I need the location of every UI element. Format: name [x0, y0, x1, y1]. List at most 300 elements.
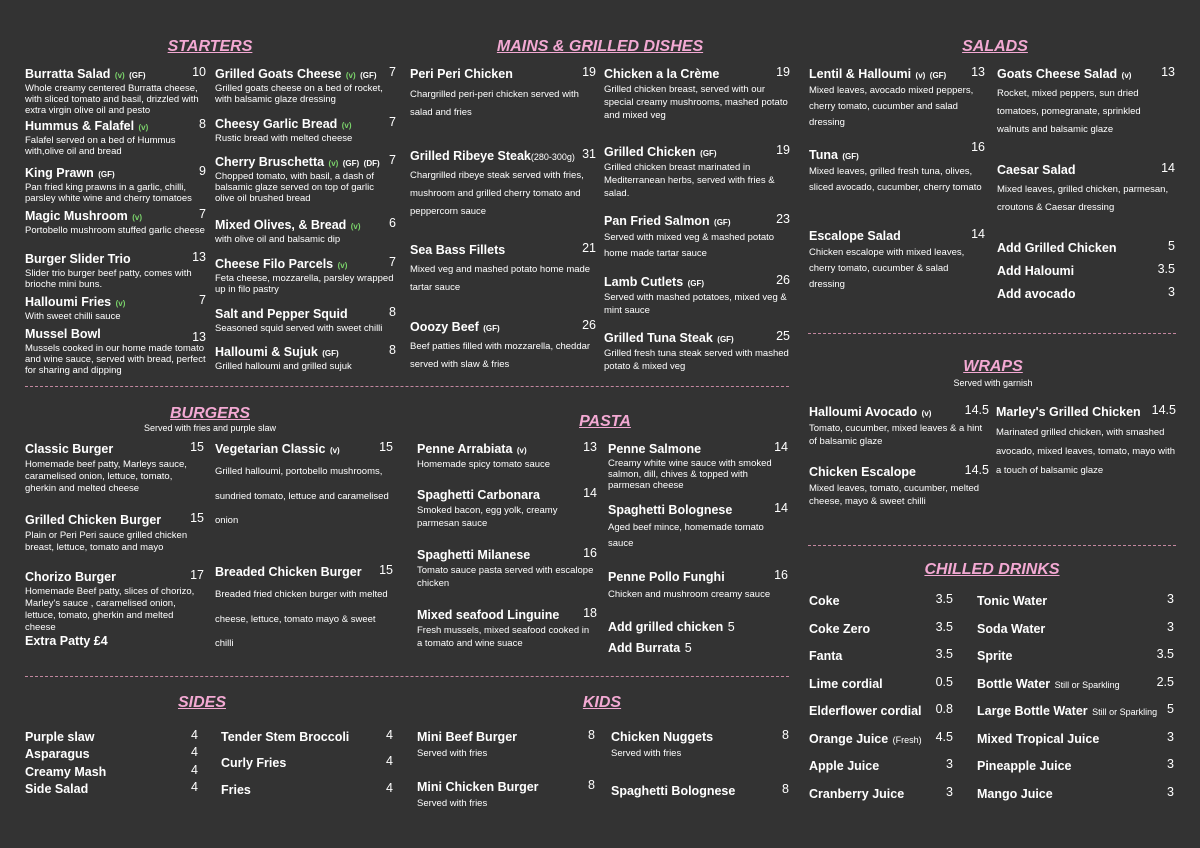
item-name: Grilled Tuna Steak	[604, 331, 713, 345]
drink-item	[977, 647, 1174, 665]
addon-item	[997, 239, 1175, 257]
item-name: Curly Fries	[221, 756, 287, 770]
drink-item	[977, 757, 1174, 775]
item-price: 19	[776, 143, 790, 157]
item-description: Served with fries	[417, 748, 488, 759]
side-item	[25, 780, 198, 798]
menu-item	[809, 463, 989, 508]
item-description: Feta cheese, mozzarella, parsley wrapped up in filo pastry	[215, 273, 394, 295]
drink-name: Lime cordial	[809, 677, 883, 691]
drink-name: Mixed Tropical Juice	[977, 732, 1100, 746]
starters-heading: STARTERS	[167, 38, 253, 55]
drink-price: 3	[946, 757, 953, 771]
drink-name: Apple Juice	[809, 759, 880, 773]
item-price: 7	[199, 207, 206, 221]
item-price: 15	[379, 563, 393, 577]
menu-item	[417, 486, 597, 530]
item-price: 14.5	[964, 463, 989, 477]
item-name: Cherry Bruschetta	[215, 155, 325, 169]
addon-price: 5	[684, 641, 692, 655]
burgers-heading: BURGERS	[169, 405, 250, 422]
item-name: Spaghetti Bolognese	[611, 784, 736, 798]
item-name: Grilled Ribeye Steak	[410, 149, 531, 163]
item-price: 7	[389, 153, 396, 167]
side-item	[221, 754, 393, 772]
item-description: Mussels cooked in our home made tomato and wine sauce, served with bread, perfect for sharing and dipping	[25, 343, 206, 376]
item-description: Plain or Peri Peri sauce grilled chicken breast, lettuce, tomato and mayo	[25, 530, 188, 553]
item-description: Marinated grilled chicken, with smashed avocado, mixed leaves, tomato, mayo with a touch of balsamic glaze	[996, 427, 1176, 476]
item-price: 15	[190, 511, 204, 525]
divider	[808, 333, 1176, 334]
addon-name: Add avocado	[997, 287, 1076, 301]
item-description: Portobello mushroom stuffed garlic cheese	[25, 225, 205, 236]
item-name: Halloumi Avocado	[809, 405, 918, 419]
item-price: 8	[389, 343, 396, 357]
drink-name: Cranberry Juice	[809, 787, 905, 801]
item-description: Grilled chicken breast, served with our special creamy mushrooms, mashed potato and mixed veg	[604, 84, 788, 121]
drink-price: 3	[1167, 620, 1174, 634]
item-description: Grilled goats cheese on a bed of rocket, with balsamic glaze dressing	[215, 83, 383, 105]
burgers-subtitle: Served with fries and purple slaw	[143, 423, 277, 433]
addon-name: Add Grilled Chicken	[997, 241, 1117, 255]
drink-item	[977, 702, 1174, 720]
item-description: Aged beef mince, homemade tomato sauce	[608, 522, 764, 549]
item-price: 16	[971, 140, 985, 154]
item-description: With sweet chilli sauce	[25, 311, 121, 322]
addon-price: 5	[727, 620, 735, 634]
menu-item	[410, 147, 596, 221]
item-name: Hummus & Falafel	[25, 119, 135, 133]
menu-item	[25, 164, 206, 204]
weight-note: (280-300g)	[530, 152, 575, 162]
menu-item	[215, 440, 393, 534]
drink-item	[809, 757, 953, 775]
kids-item	[417, 778, 595, 809]
veg-tag: (v)	[115, 299, 126, 308]
item-description: Mixed leaves, avocado mixed peppers, cherry tomato, cucumber and salad dressing	[809, 85, 974, 128]
addon-item	[997, 285, 1175, 303]
menu-item	[215, 563, 393, 657]
item-name: Penne Arrabiata	[417, 442, 513, 456]
addon-name: Add grilled chicken	[608, 620, 724, 634]
item-name: Spaghetti Carbonara	[417, 488, 540, 502]
item-name: Escalope Salad	[809, 229, 901, 243]
drink-price: 3.5	[935, 592, 953, 606]
item-price: 16	[583, 546, 597, 560]
addon-name: Add Burrata	[608, 641, 681, 655]
veg-tag: (v)	[516, 446, 527, 455]
item-description: with olive oil and balsamic dip	[215, 234, 341, 245]
drink-item	[977, 730, 1174, 748]
item-description: Fresh mussels, mixed seafood cooked in a tomato and wine suace	[417, 625, 590, 649]
drink-name: Large Bottle Water	[977, 704, 1088, 718]
item-description: Chopped tomato, with basil, a dash of balsamic glaze served on top of garlic olive oil brushed bread	[215, 171, 374, 204]
drink-price: 2.5	[1156, 675, 1174, 689]
item-name: Breaded Chicken Burger	[215, 565, 362, 579]
gf-tag: (GF)	[842, 152, 859, 161]
item-name: Cheesy Garlic Bread	[215, 117, 338, 131]
drink-price: 0.8	[935, 702, 953, 716]
addon-item	[608, 618, 788, 636]
item-description: Whole creamy centered Burratta cheese, with sliced tomato and basil, drizzled with extra virgin olive oil and pesto	[25, 83, 199, 116]
item-name: Grilled Chicken	[604, 145, 696, 159]
item-price: 25	[776, 329, 790, 343]
menu-item	[996, 403, 1176, 480]
item-description: Grilled halloumi, portobello mushrooms, sundried tomato, lettuce and caramelised onion	[215, 466, 389, 526]
drink-price: 3.5	[935, 647, 953, 661]
drink-name: Orange Juice	[809, 732, 889, 746]
item-description: Tomato, cucumber, mixed leaves & a hint of balsamic glaze	[809, 423, 983, 447]
addon-name: Add Haloumi	[997, 264, 1075, 278]
menu-item	[25, 440, 204, 495]
drink-name: Sprite	[977, 649, 1013, 663]
item-price: 9	[199, 164, 206, 178]
item-name: Mini Chicken Burger	[417, 780, 539, 794]
menu-item	[417, 440, 597, 471]
menu-item	[608, 501, 788, 552]
item-name: Purple slaw	[25, 730, 95, 744]
item-price: 4	[191, 763, 198, 777]
gf-tag: (GF)	[687, 279, 705, 288]
menu-item	[25, 207, 206, 236]
item-price: 8	[588, 778, 595, 792]
drink-price: 5	[1167, 702, 1174, 716]
item-description: Beef patties filled with mozzarella, cheddar served with slaw & fries	[410, 341, 591, 370]
item-description: Served with fries	[417, 798, 488, 809]
menu-item	[997, 65, 1175, 139]
drink-price: 3	[1167, 592, 1174, 606]
item-name: Sea Bass Fillets	[410, 243, 506, 257]
menu-item	[608, 568, 788, 603]
menu-item	[417, 546, 597, 590]
menu-item	[417, 606, 597, 650]
divider	[808, 545, 1176, 546]
side-item	[25, 745, 198, 763]
item-description: Mixed leaves, grilled fresh tuna, olives, sliced avocado, cucumber, cherry tomato	[809, 166, 982, 193]
item-price: 14	[583, 486, 597, 500]
menu-item	[608, 440, 788, 491]
item-description: Grilled chicken breast marinated in Mediterranean herbs, served with fries & salad.	[604, 162, 775, 199]
item-price: 7	[199, 293, 206, 307]
item-name: Asparagus	[25, 747, 90, 761]
item-price: 13	[1161, 65, 1175, 79]
item-name: Halloumi Fries	[25, 295, 112, 309]
menu-item	[25, 117, 206, 157]
item-description: Homemade beef patty, Marleys sauce, caramelised onion, lettuce, tomato, gherkin and melted cheese	[25, 459, 187, 494]
drink-name: Coke Zero	[809, 622, 871, 636]
menu-item	[25, 250, 206, 290]
item-price: 4	[386, 754, 393, 768]
item-name: Tuna	[809, 148, 838, 162]
item-name: Pan Fried Salmon	[604, 214, 710, 228]
addon-price: 3	[1168, 285, 1175, 299]
menu-item	[25, 511, 204, 554]
item-name: Side Salad	[25, 782, 89, 796]
item-name: Creamy Mash	[25, 765, 107, 779]
pasta-heading: PASTA	[579, 413, 631, 430]
item-price: 6	[389, 216, 396, 230]
item-name: Lamb Cutlets	[604, 275, 684, 289]
addon-price: 3.5	[1157, 262, 1175, 276]
drink-name: Tonic Water	[977, 594, 1048, 608]
item-description: Mixed veg and mashed potato home made tartar sauce	[410, 264, 591, 293]
drink-price: 4.5	[935, 730, 953, 744]
drink-name: Mango Juice	[977, 787, 1053, 801]
item-price: 14	[1161, 161, 1175, 175]
item-description: Mixed leaves, tomato, cucumber, melted cheese, mayo & sweet chilli	[809, 483, 980, 507]
item-price: 21	[582, 241, 596, 255]
menu-item	[25, 568, 204, 649]
drink-item	[977, 620, 1174, 638]
menu-item	[604, 273, 790, 317]
item-price: 15	[379, 440, 393, 454]
item-price: 4	[191, 745, 198, 759]
menu-item	[997, 161, 1175, 217]
item-description: Falafel served on a bed of Hummus with,olive oil and bread	[25, 135, 176, 157]
veg-tag: (v)	[329, 446, 340, 455]
sides-heading: SIDES	[177, 694, 226, 711]
item-name: Spaghetti Bolognese	[608, 503, 733, 517]
item-name: Lentil & Halloumi	[809, 67, 912, 81]
menu-item	[809, 140, 985, 196]
gf-tag: (GF)	[360, 71, 377, 80]
salads-heading: SALADS	[962, 38, 1028, 55]
item-price: 8	[389, 305, 396, 319]
gf-tag: (GF)	[483, 324, 500, 333]
veg-tag: (v)	[114, 71, 125, 80]
drink-item	[977, 592, 1174, 610]
item-price: 4	[191, 728, 198, 742]
item-price: 15	[190, 440, 204, 454]
item-price: 14.5	[1151, 403, 1176, 417]
item-name: Goats Cheese Salad	[997, 67, 1118, 81]
item-price: 26	[582, 318, 596, 332]
item-price: 16	[774, 568, 788, 582]
menu-item	[215, 305, 396, 334]
item-description: Served with fries	[611, 748, 682, 759]
gf-tag: (GF)	[342, 159, 360, 168]
veg-tag: (v)	[132, 213, 143, 222]
item-price: 26	[776, 273, 790, 287]
item-description: Served with mixed veg & mashed potato home made tartar sauce	[604, 232, 775, 259]
addon-price: 5	[1168, 239, 1175, 253]
item-name: Caesar Salad	[997, 163, 1076, 177]
gf-tag: (GF)	[322, 349, 339, 358]
menu-item	[410, 65, 596, 122]
menu-item	[215, 216, 396, 245]
item-name: Penne Salmone	[608, 442, 702, 456]
menu-item	[215, 153, 396, 204]
veg-tag: (v)	[328, 159, 339, 168]
side-item	[25, 728, 198, 746]
item-name: Salt and Pepper Squid	[215, 307, 348, 321]
divider	[25, 386, 789, 387]
item-price: 4	[386, 781, 393, 795]
item-price: 8	[588, 728, 595, 742]
item-price: 4	[386, 728, 393, 742]
item-name: Spaghetti Milanese	[417, 548, 531, 562]
veg-tag: (v)	[341, 121, 352, 130]
side-item	[25, 763, 198, 781]
menu-item	[604, 143, 790, 200]
item-price: 14.5	[964, 403, 989, 417]
item-price: 4	[191, 780, 198, 794]
menu-item	[410, 241, 596, 297]
drink-name: Soda Water	[977, 622, 1046, 636]
drink-price: 3	[1167, 785, 1174, 799]
gf-tag: (GF)	[717, 335, 734, 344]
kids-heading: KIDS	[582, 694, 622, 711]
item-price: 31	[582, 147, 596, 161]
item-price: 17	[190, 568, 204, 582]
drink-item	[977, 785, 1174, 803]
item-name: Grilled Goats Cheese	[215, 67, 342, 81]
drink-item	[809, 647, 953, 665]
menu-item	[604, 212, 790, 262]
menu-item	[215, 65, 396, 105]
chilled-drinks-heading: CHILLED DRINKS	[924, 561, 1060, 578]
drink-note: Still or Sparkling	[1054, 680, 1120, 690]
item-description: Smoked bacon, egg yolk, creamy parmesan sauce	[417, 505, 558, 529]
drink-item	[809, 702, 953, 720]
menu-item	[25, 325, 206, 376]
item-name: Chicken Nuggets	[611, 730, 714, 744]
addon-item	[608, 639, 788, 657]
menu-item	[809, 65, 985, 131]
item-description: Chicken escalope with mixed leaves, cherry tomato, cucumber & salad dressing	[809, 247, 965, 290]
veg-tag: (v)	[345, 71, 356, 80]
item-price: 19	[582, 65, 596, 79]
item-price: 19	[776, 65, 790, 79]
extra-patty: Extra Patty £4	[25, 634, 108, 648]
item-description: Slider trio burger beef patty, comes with brioche mini buns.	[25, 268, 192, 290]
item-price: 14	[774, 440, 788, 454]
menu-item	[25, 293, 206, 322]
item-description: Grilled fresh tuna steak served with mashed potato & mixed veg	[604, 348, 789, 372]
item-price: 13	[192, 250, 206, 264]
veg-tag: (v)	[337, 261, 348, 270]
veg-tag: (v)	[921, 409, 932, 418]
menu-item	[410, 318, 596, 374]
divider	[25, 676, 789, 677]
item-price: 8	[199, 117, 206, 131]
drink-item	[809, 620, 953, 638]
item-description: Creamy white wine sauce with smoked salmon, dill, chives & topped with parmesan cheese	[608, 458, 772, 491]
item-price: 23	[776, 212, 790, 226]
item-name: Chicken Escalope	[809, 465, 916, 479]
mains-heading: MAINS & GRILLED DISHES	[496, 38, 704, 55]
gf-tag: (GF)	[98, 170, 115, 179]
drink-name: Pineapple Juice	[977, 759, 1072, 773]
item-name: Grilled Chicken Burger	[25, 513, 162, 527]
side-item	[221, 781, 393, 799]
item-name: Penne Pollo Funghi	[608, 570, 725, 584]
item-name: Fries	[221, 783, 251, 797]
menu-item	[604, 329, 790, 373]
drink-price: 3	[946, 785, 953, 799]
item-price: 10	[192, 65, 206, 79]
side-item	[221, 728, 393, 746]
item-description: Homemade Beef patty, slices of chorizo, Marley's sauce , caramelised onion, lettuce, tomato, gherkin and melted cheese	[25, 586, 195, 633]
item-name: Halloumi & Sujuk	[215, 345, 318, 359]
menu-item	[809, 403, 989, 448]
veg-tag: (v)	[915, 71, 926, 80]
drink-item	[809, 592, 953, 610]
item-price: 13	[192, 330, 206, 344]
menu-item	[809, 227, 985, 293]
item-description: Mixed leaves, grilled chicken, parmesan, croutons & Caesar dressing	[997, 184, 1169, 213]
item-price: 7	[389, 65, 396, 79]
item-name: Mussel Bowl	[25, 327, 101, 341]
drink-note: (Fresh)	[892, 735, 922, 745]
item-name: Classic Burger	[25, 442, 114, 456]
item-price: 8	[782, 782, 789, 796]
item-name: Vegetarian Classic	[215, 442, 326, 456]
item-description: Breaded fried chicken burger with melted cheese, lettuce, tomato mayo & sweet chilli	[215, 589, 388, 649]
item-name: Mixed seafood Linguine	[417, 608, 560, 622]
item-price: 18	[583, 606, 597, 620]
gf-tag: (GF)	[714, 218, 731, 227]
item-description: Chargrilled ribeye steak served with fries, mushroom and grilled cherry tomato and peppercorn sauce	[410, 170, 584, 217]
item-name: Magic Mushroom	[25, 209, 128, 223]
wraps-subtitle: Served with garnish	[953, 378, 1033, 388]
drink-note: Still or Sparkling	[1092, 707, 1158, 717]
menu-item	[604, 65, 790, 122]
drink-item	[809, 785, 953, 803]
drink-price: 3	[1167, 730, 1174, 744]
item-price: 7	[389, 255, 396, 269]
gf-tag: (GF)	[129, 71, 146, 80]
item-name: Burger Slider Trio	[25, 252, 131, 266]
item-name: Peri Peri Chicken	[410, 67, 513, 81]
item-description: Chicken and mushroom creamy sauce	[608, 589, 771, 600]
addon-item	[997, 262, 1175, 280]
item-name: Cheese Filo Parcels	[215, 257, 334, 271]
item-name: Chorizo Burger	[25, 570, 116, 584]
item-price: 13	[583, 440, 597, 454]
item-name: Tender Stem Broccoli	[221, 730, 350, 744]
item-description: Grilled halloumi and grilled sujuk	[215, 361, 352, 372]
wraps-heading: WRAPS	[963, 358, 1023, 375]
drink-name: Fanta	[809, 649, 843, 663]
drink-item	[809, 675, 953, 693]
item-description: Rustic bread with melted cheese	[215, 133, 353, 144]
menu-item	[215, 115, 396, 144]
drink-price: 3	[1167, 757, 1174, 771]
item-name: Mini Beef Burger	[417, 730, 518, 744]
kids-item	[417, 728, 595, 759]
item-price: 13	[971, 65, 985, 79]
drink-price: 3.5	[935, 620, 953, 634]
veg-tag: (v)	[350, 222, 361, 231]
item-name: King Prawn	[25, 166, 94, 180]
drink-name: Elderflower cordial	[809, 704, 922, 718]
item-name: Mixed Olives, & Bread	[215, 218, 347, 232]
veg-tag: (v)	[1121, 71, 1132, 80]
gf-tag: (GF)	[929, 71, 947, 80]
item-price: 8	[782, 728, 789, 742]
drink-name: Bottle Water	[977, 677, 1051, 691]
item-name: Ooozy Beef	[410, 320, 479, 334]
item-description: Chargrilled peri-peri chicken served with salad and fries	[410, 89, 579, 118]
menu-item	[215, 343, 396, 372]
item-description: Homemade spicy tomato sauce	[417, 459, 551, 470]
menu-item	[215, 255, 396, 295]
item-description: Tomato sauce pasta served with escalope chicken	[417, 565, 594, 589]
menu-item	[25, 65, 206, 116]
drink-name: Coke	[809, 594, 840, 608]
kids-item	[611, 728, 789, 759]
